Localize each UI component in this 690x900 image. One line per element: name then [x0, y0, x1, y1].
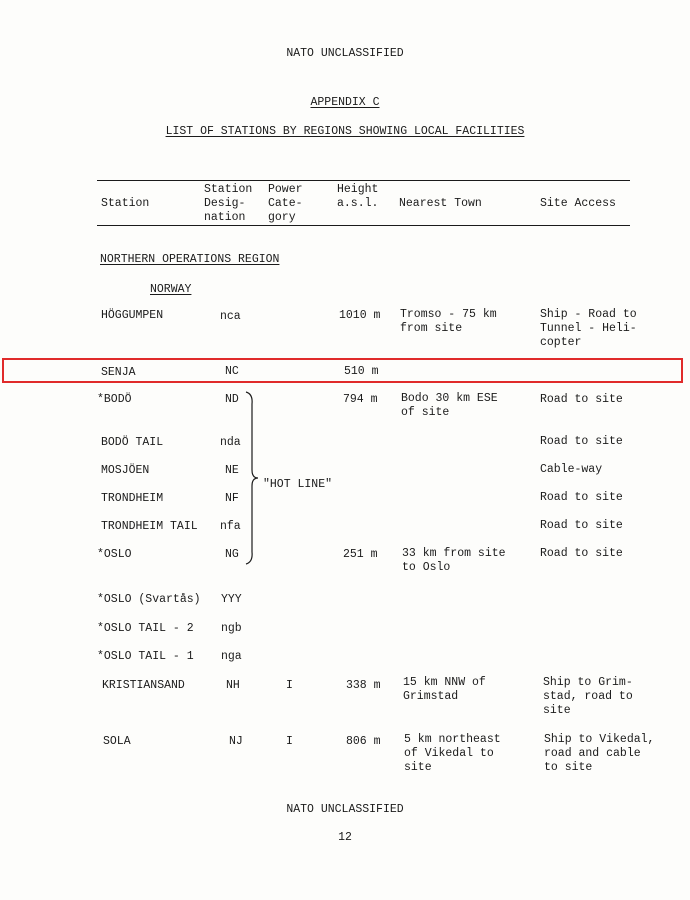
appendix-title: APPENDIX C	[310, 96, 380, 109]
hot-line-label: "HOT LINE"	[263, 478, 333, 491]
row-oslo-tail-2-station: *OSLO TAIL - 2	[97, 622, 194, 635]
header-rule-top	[97, 180, 630, 181]
col-header-power: Power Cate- gory	[268, 183, 303, 224]
region-heading: NORTHERN OPERATIONS REGION	[100, 253, 280, 266]
row-sola-designation: NJ	[229, 735, 243, 748]
row-kristiansand-access: Ship to Grim- stad, road to site	[543, 676, 633, 717]
row-mosjoen-station: MOSJÖEN	[101, 464, 150, 477]
col-header-designation: Station Desig- nation	[204, 183, 253, 224]
row-kristiansand-power: I	[286, 679, 293, 692]
hot-line-brace	[244, 390, 262, 566]
row-senja-designation: NC	[225, 365, 239, 378]
row-bodo-tail-designation: nda	[220, 436, 241, 449]
row-kristiansand-station: KRISTIANSAND	[102, 679, 185, 692]
row-bodo-height: 794 m	[343, 393, 378, 406]
row-trondheim-tail-station: TRONDHEIM TAIL	[101, 520, 198, 533]
classification-bottom: NATO UNCLASSIFIED	[286, 803, 404, 816]
row-bodo-station: *BODÖ	[97, 393, 132, 406]
row-kristiansand-designation: NH	[226, 679, 240, 692]
row-trondheim-access: Road to site	[540, 491, 623, 504]
country-heading: NORWAY	[150, 283, 192, 296]
row-sola-station: SOLA	[103, 735, 131, 748]
row-trondheim-tail-designation: nfa	[220, 520, 241, 533]
row-trondheim-tail-access: Road to site	[540, 519, 623, 532]
row-trondheim-station: TRONDHEIM	[101, 492, 164, 505]
row-senja-station: SENJA	[101, 366, 136, 379]
row-sola-town: 5 km northeast of Vikedal to site	[404, 733, 501, 774]
row-mosjoen-access: Cable-way	[540, 463, 603, 476]
col-header-height: Height a.s.l.	[337, 183, 379, 210]
row-oslo-tail-1-designation: nga	[221, 650, 242, 663]
row-bodo-tail-access: Road to site	[540, 435, 623, 448]
row-hoggumpen-access: Ship - Road to Tunnel - Heli- copter	[540, 308, 637, 349]
row-oslo-station: *OSLO	[97, 548, 132, 561]
row-oslo-access: Road to site	[540, 547, 623, 560]
row-bodo-town: Bodo 30 km ESE of site	[401, 392, 498, 419]
row-oslo-tail-1-station: *OSLO TAIL - 1	[97, 650, 194, 663]
row-hoggumpen-designation: nca	[220, 310, 241, 323]
list-title: LIST OF STATIONS BY REGIONS SHOWING LOCAL FACILITIES	[165, 125, 525, 138]
row-hoggumpen-station: HÖGGUMPEN	[101, 309, 164, 322]
row-oslo-height: 251 m	[343, 548, 378, 561]
row-mosjoen-designation: NE	[225, 464, 239, 477]
row-sola-height: 806 m	[346, 735, 381, 748]
row-bodo-designation: ND	[225, 393, 239, 406]
row-bodo-tail-station: BODÖ TAIL	[101, 436, 164, 449]
row-senja-height: 510 m	[344, 365, 379, 378]
col-header-access: Site Access	[540, 197, 616, 210]
row-hoggumpen-height: 1010 m	[339, 309, 381, 322]
row-sola-access: Ship to Vikedal, road and cable to site	[544, 733, 655, 774]
row-kristiansand-town: 15 km NNW of Grimstad	[403, 676, 486, 703]
row-oslo-town: 33 km from site to Oslo	[402, 547, 506, 574]
col-header-town: Nearest Town	[399, 197, 482, 210]
row-hoggumpen-town: Tromso - 75 km from site	[400, 308, 497, 335]
row-sola-power: I	[286, 735, 293, 748]
row-oslo-svartas-station: *OSLO (Svartås)	[97, 593, 201, 606]
row-bodo-access: Road to site	[540, 393, 623, 406]
row-oslo-designation: NG	[225, 548, 239, 561]
page-number: 12	[338, 831, 352, 844]
classification-top: NATO UNCLASSIFIED	[286, 47, 404, 60]
row-oslo-svartas-designation: YYY	[221, 593, 242, 606]
header-rule-bottom	[97, 225, 630, 226]
col-header-station: Station	[101, 197, 150, 210]
row-trondheim-designation: NF	[225, 492, 239, 505]
row-kristiansand-height: 338 m	[346, 679, 381, 692]
row-oslo-tail-2-designation: ngb	[221, 622, 242, 635]
